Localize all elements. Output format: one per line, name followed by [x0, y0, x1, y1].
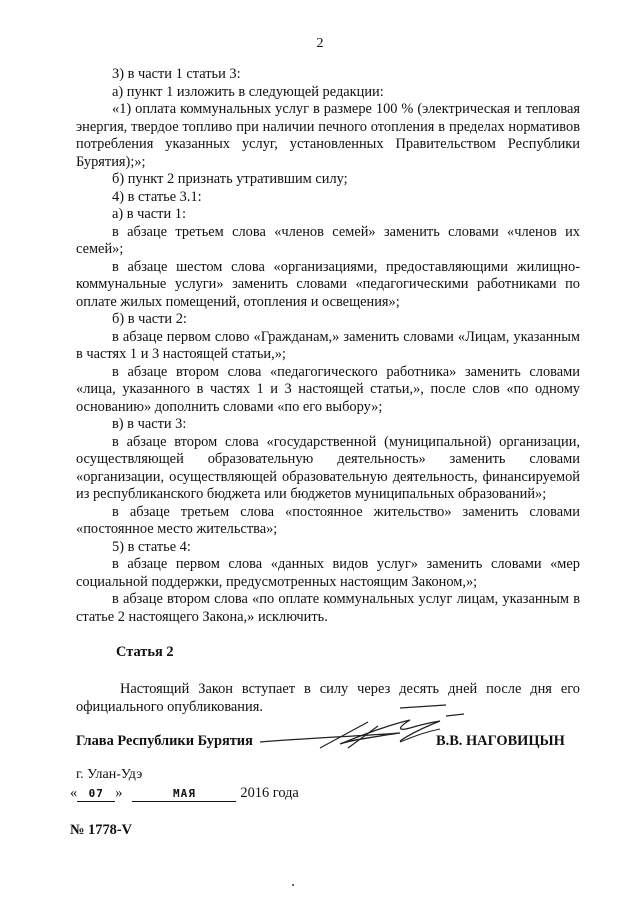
paragraph: в абзаце шестом слова «организациями, предоставляющими жилищно-коммунальные услуги» заменить словами «педагогическими работниками по оплате жилых помещений, отопления и освещения»; — [76, 258, 580, 310]
date-month: МАЯ — [132, 787, 236, 802]
paragraph: а) пункт 1 изложить в следующей редакции: — [112, 83, 384, 100]
signing-place: г. Улан-Удэ — [76, 767, 143, 782]
paragraph: в абзаце втором слова «государственной (муниципальной) организации, осуществляющей образовательную деятельность» заменить словами «организации, осуществляющей образовательную деятельность, финансируемой из республиканского бюджета или бюджетов муниципальных образований»; — [76, 433, 580, 502]
paragraph: б) в части 2: — [112, 311, 187, 327]
paragraph: в абзаце первом слова «данных видов услуг» заменить словами «мер социальной поддержки, предусмотренных настоящим Законом,»; — [76, 556, 580, 590]
paragraph: в абзаце втором слова «педагогического работника» заменить словами «лица, указанного в частях 1 и 3 настоящей статьи,», после слов «по одному основанию» дополнить словами «по его выбору»; — [76, 363, 580, 415]
paragraph: в абзаце третьем слова «членов семей» заменить словами «членов их семей»; — [76, 223, 580, 257]
amendments-body — [76, 66, 580, 626]
paragraph: 4) в статье 3.1: — [112, 188, 202, 205]
paragraph: в абзаце первом слово «Гражданам,» заменить словами «Лицам, указанным в частях 1 и 3 настоящей статьи,»; — [76, 328, 580, 362]
article-heading: Статья 2 — [116, 644, 174, 660]
paragraph: в абзаце третьем слова «постоянное жительство» заменить словами «постоянное место жительства»; — [76, 503, 580, 537]
paragraph: «1) оплата коммунальных услуг в размере 100 % (электрическая и тепловая энергия, твердое топливо при наличии печного отопления в пределах нормативов потребления указанных услуг, установленных Правительством Республики Бурятия);»; — [76, 101, 580, 170]
date-close-quote: » — [115, 785, 123, 801]
paragraph: в) в части 3: — [112, 416, 187, 432]
signatory-title: Глава Республики Бурятия — [76, 733, 253, 749]
article-text: Настоящий Закон вступает в силу через десять дней после дня его официального опубликования. — [76, 681, 580, 715]
date-day: 07 — [77, 787, 115, 802]
paragraph: а) в части 1: — [112, 206, 186, 222]
date-open-quote: « — [70, 785, 78, 801]
scan-speck — [292, 884, 294, 886]
page-number: 2 — [316, 36, 324, 51]
date-year: 2016 года — [240, 785, 299, 801]
law-number: № 1778-V — [70, 822, 133, 838]
paragraph: б) пункт 2 признать утратившим силу; — [112, 171, 348, 187]
signing-date — [70, 785, 299, 802]
paragraph: 3) в части 1 статьи 3: — [112, 66, 241, 82]
paragraph: в абзаце втором слова «по оплате коммунальных услуг лицам, указанным в статье 2 настоящего Закона,» исключить. — [76, 591, 580, 625]
signatory-name: В.В. НАГОВИЦЫН — [436, 733, 565, 749]
paragraph: 5) в статье 4: — [112, 538, 191, 555]
